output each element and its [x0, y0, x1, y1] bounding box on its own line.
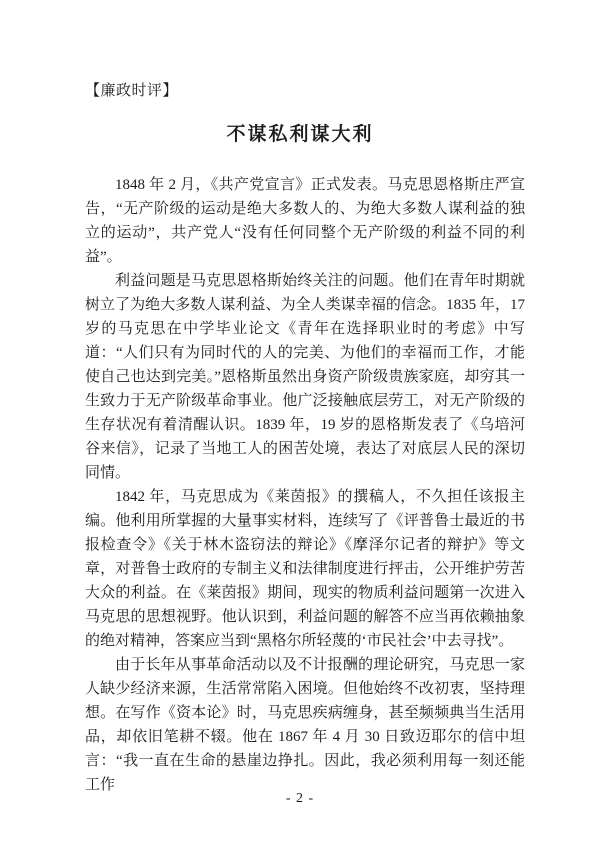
paragraph: 由于长年从事革命活动以及不计报酬的理论研究，马克思一家人缺少经济来源，生活常常陷入困境。但他始终不改初衷，坚持理想。在写作《资本论》时，马克思疾病缠身，甚至频频典当生活用品，却依旧笔耕不辍。他在 1867 年 4 月 30 日致迈耶尔的信中坦言：“我一直在生命的悬崖边挣扎。因此，我必须利用每一刻还能工作	[85, 657, 525, 793]
article-body	[85, 173, 525, 797]
section-label: 【廉政时评】	[85, 83, 179, 99]
paragraph: 利益问题是马克思恩格斯始终关注的问题。他们在青年时期就树立了为绝大多数人谋利益、为全人类谋幸福的信念。1835 年，17 岁的马克思在中学毕业论文《青年在选择职业时的考虑》中写道：“人们只有为同时代的人的完美、为他们的幸福而工作，才能使自己也达到完美。”恩格斯虽然出身资产阶级贵族家庭，却穷其一生致力于无产阶级革命事业。他广泛接触底层劳工，对无产阶级的生存状况有着清醒认识。1839 年，19 岁的恩格斯发表了《乌培河谷来信》，记录了当地工人的困苦处境，表达了对底层人民的深切同情。	[85, 273, 525, 481]
article-title: 不谋私利谋大利	[226, 124, 374, 145]
paragraph: 1842 年，马克思成为《莱茵报》的撰稿人，不久担任该报主编。他利用所掌握的大量事实材料，连续写了《评普鲁士最近的书报检查令》《关于林木盗窃法的辩论》《摩泽尔记者的辩护》等文章，对普鲁士政府的专制主义和法律制度进行抨击，公开维护劳苦大众的利益。在《莱茵报》期间，现实的物质利益问题第一次进入马克思的思想视野。他认识到，利益问题的解答不应当再依赖抽象的绝对精神，答案应当到“黑格尔所轻蔑的‘市民社会’中去寻找”。	[85, 489, 525, 649]
paragraph: 1848 年 2 月，《共产党宣言》正式发表。马克思恩格斯庄严宣告，“无产阶级的运动是绝大多数人的、为绝大多数人谋利益的独立的运动”，共产党人“没有任何同整个无产阶级的利益不同的利益”。	[85, 177, 525, 265]
page-number: - 2 -	[285, 791, 315, 806]
